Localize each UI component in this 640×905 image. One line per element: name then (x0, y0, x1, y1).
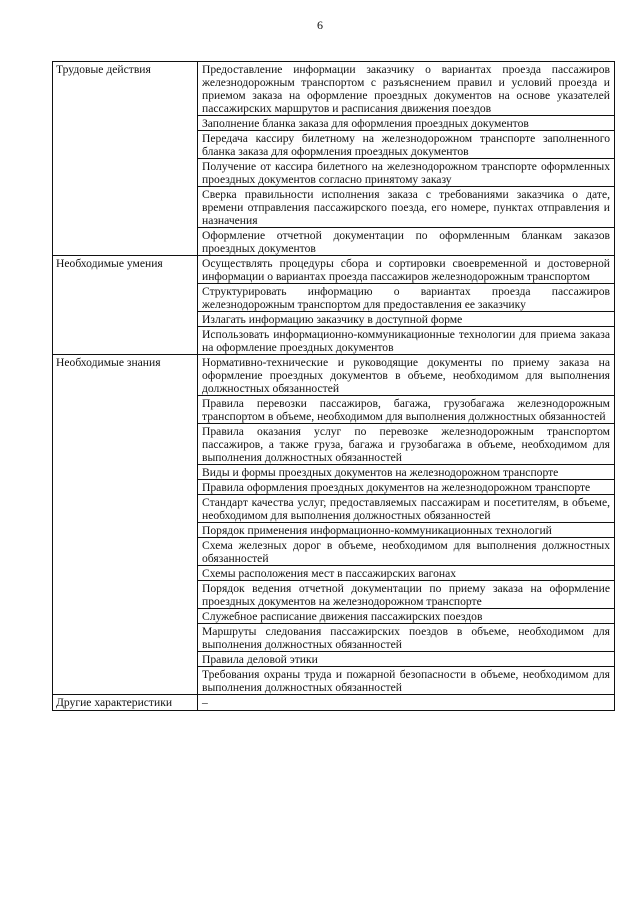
section-label-required-skills: Необходимые умения (53, 256, 198, 355)
table-cell: Маршруты следования пассажирских поездов в объеме, необходимом для выполнения должностных обязанностей (198, 624, 615, 652)
table-cell: Требования охраны труда и пожарной безопасности в объеме, необходимом для выполнения должностных обязанностей (198, 667, 615, 695)
job-function-table (52, 61, 615, 711)
table-cell: Осуществлять процедуры сбора и сортировки своевременной и достоверной информации о вариантах проезда пассажиров железнодорожным транспортом (198, 256, 615, 284)
table-cell: Заполнение бланка заказа для оформления проездных документов (198, 116, 615, 131)
page-number: 6 (317, 18, 323, 32)
table-cell: Стандарт качества услуг, предоставляемых пассажирам и посетителям, в объеме, необходимом для выполнения должностных обязанностей (198, 495, 615, 523)
table-cell: Нормативно-технические и руководящие документы по приему заказа на оформление проездных документов в объеме, необходимом для выполнения должностных обязанностей (198, 355, 615, 396)
table-cell: Порядок применения информационно-коммуникационных технологий (198, 523, 615, 538)
table-cell: Схемы расположения мест в пассажирских вагонах (198, 566, 615, 581)
table-cell: Использовать информационно-коммуникационные технологии для приема заказа на оформление проездных документов (198, 327, 615, 355)
table-cell: Передача кассиру билетному на железнодорожном транспорте заполненного бланка заказа для оформления проездных документов (198, 131, 615, 159)
table-cell: Предоставление информации заказчику о вариантах проезда пассажиров железнодорожным транспортом с разъяснением правил и условий проезда и приемом заказа на оформление проездных документов на основе указателей пассажирских маршрутов и расписания движения поездов (198, 62, 615, 116)
table-cell: Сверка правильности исполнения заказа с требованиями заказчика о дате, времени отправления пассажирского поезда, его номере, пунктах отправления и назначения (198, 187, 615, 228)
table-cell: – (198, 695, 615, 711)
table-cell: Виды и формы проездных документов на железнодорожном транспорте (198, 465, 615, 480)
table-row (53, 355, 615, 396)
table-cell: Правила перевозки пассажиров, багажа, грузобагажа железнодорожным транспортом в объеме, необходимом для выполнения должностных обязанностей (198, 396, 615, 424)
section-label-other-characteristics: Другие характеристики (53, 695, 198, 711)
table-cell: Правила деловой этики (198, 652, 615, 667)
table-cell: Оформление отчетной документации по оформленным бланкам заказов проездных документов (198, 228, 615, 256)
table-cell: Структурировать информацию о вариантах проезда пассажиров железнодорожным транспортом для предоставления ее заказчику (198, 284, 615, 312)
section-label-required-knowledge: Необходимые знания (53, 355, 198, 695)
table-row (53, 256, 615, 284)
table-cell: Порядок ведения отчетной документации по приему заказа на оформление проездных документов на железнодорожном транспорте (198, 581, 615, 609)
table-cell: Служебное расписание движения пассажирских поездов (198, 609, 615, 624)
table-row (53, 695, 615, 711)
table-cell: Получение от кассира билетного на железнодорожном транспорте оформленных проездных документов согласно принятому заказу (198, 159, 615, 187)
table-cell: Схема железных дорог в объеме, необходимом для выполнения должностных обязанностей (198, 538, 615, 566)
table-cell: Правила оказания услуг по перевозке железнодорожным транспортом пассажиров, а также груза, багажа и грузобагажа в объеме, необходимом для выполнения должностных обязанностей (198, 424, 615, 465)
table-cell: Правила оформления проездных документов на железнодорожном транспорте (198, 480, 615, 495)
section-label-labor-actions: Трудовые действия (53, 62, 198, 256)
table-row (53, 62, 615, 116)
table-cell: Излагать информацию заказчику в доступной форме (198, 312, 615, 327)
